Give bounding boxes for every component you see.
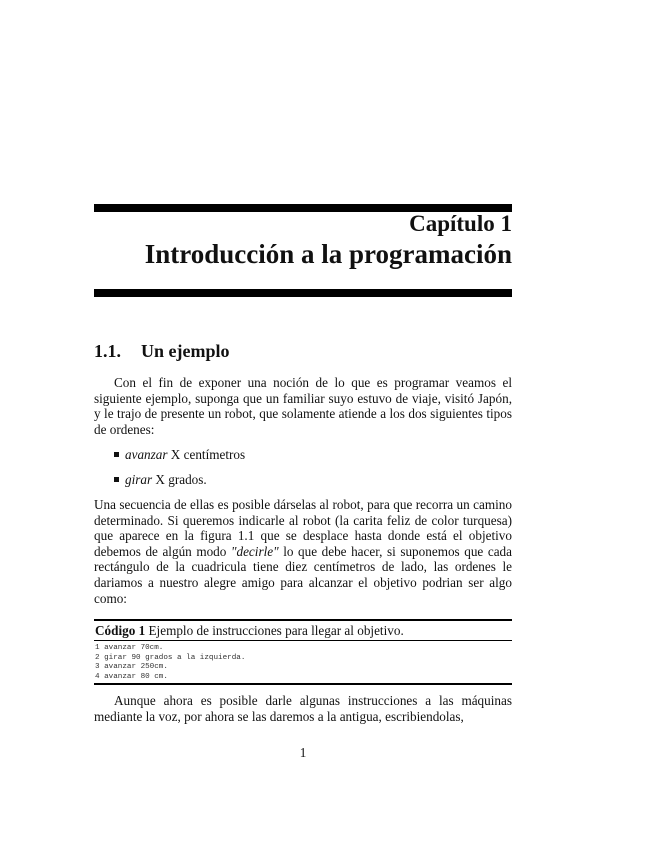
code-listing (94, 619, 512, 685)
code-line: 2 girar 90 grados a la izquierda. (95, 653, 246, 662)
document-page (94, 0, 512, 848)
code-caption-text: Ejemplo de instrucciones para llegar al objetivo. (145, 623, 404, 638)
paragraph-intro-text: Con el fin de exponer una noción de lo que es programar veamos el siguiente ejemplo, suponga que un familiar suyo estuvo de viaje, visitó Japón, y le trajo de presente un robot, que solamente atiende a los dos siguientes tipos de ordenes: (94, 375, 512, 437)
list-item (114, 446, 245, 471)
paragraph-sequence-emphasis: "decirle" (230, 543, 279, 559)
chapter-title: Introducción a la programación (144, 239, 512, 269)
paragraph-voice (94, 693, 512, 724)
command-list (114, 446, 245, 496)
bullet-square-icon (114, 477, 119, 482)
paragraph-voice-text: Aunque ahora es posible darle algunas instrucciones a las máquinas mediante la voz, por ahora se las daremos a la antigua, escribiendolas, (94, 693, 512, 724)
chapter-label: Capítulo 1 (409, 211, 512, 236)
section-heading (94, 341, 230, 362)
code-line: 1 avanzar 70cm. (95, 644, 164, 652)
chapter-bottom-rule (94, 289, 512, 297)
section-title: Un ejemplo (141, 341, 230, 361)
code-lines (94, 641, 512, 683)
paragraph-sequence (94, 497, 512, 606)
code-caption-label: Código 1 (95, 623, 146, 638)
code-line: 4 avanzar 80 cm. (95, 672, 168, 681)
page-number: 1 (299, 745, 307, 760)
command-description: X grados. (152, 472, 207, 487)
command-description: X centímetros (167, 447, 246, 462)
bullet-square-icon (114, 452, 119, 457)
paragraph-sequence-after: lo que debe hacer, si suponemos que cada rectángulo de la cuadricula tiene diez centímetros de lado, las ordenes le dariamos a nuestro alegre amigo para alcanzar el objetivo podrian ser algo como: (94, 543, 513, 606)
code-caption (94, 621, 512, 640)
section-number: 1.1. (94, 341, 121, 361)
code-line: 3 avanzar 250cm. (95, 663, 168, 672)
command-name: girar (125, 472, 153, 487)
command-name: avanzar (125, 447, 168, 462)
paragraph-intro (94, 375, 512, 437)
paragraph-sequence-before: Una secuencia de ellas es posible dárselas al robot, para que recorra un camino determinado. Si queremos indicarle al robot (la carita feliz de color turquesa) que aparece en la figura 1.1 que se desplace hasta donde está el objetivo debemos de algún modo (94, 497, 512, 559)
code-bottom-rule (94, 683, 512, 685)
list-item (114, 471, 245, 496)
